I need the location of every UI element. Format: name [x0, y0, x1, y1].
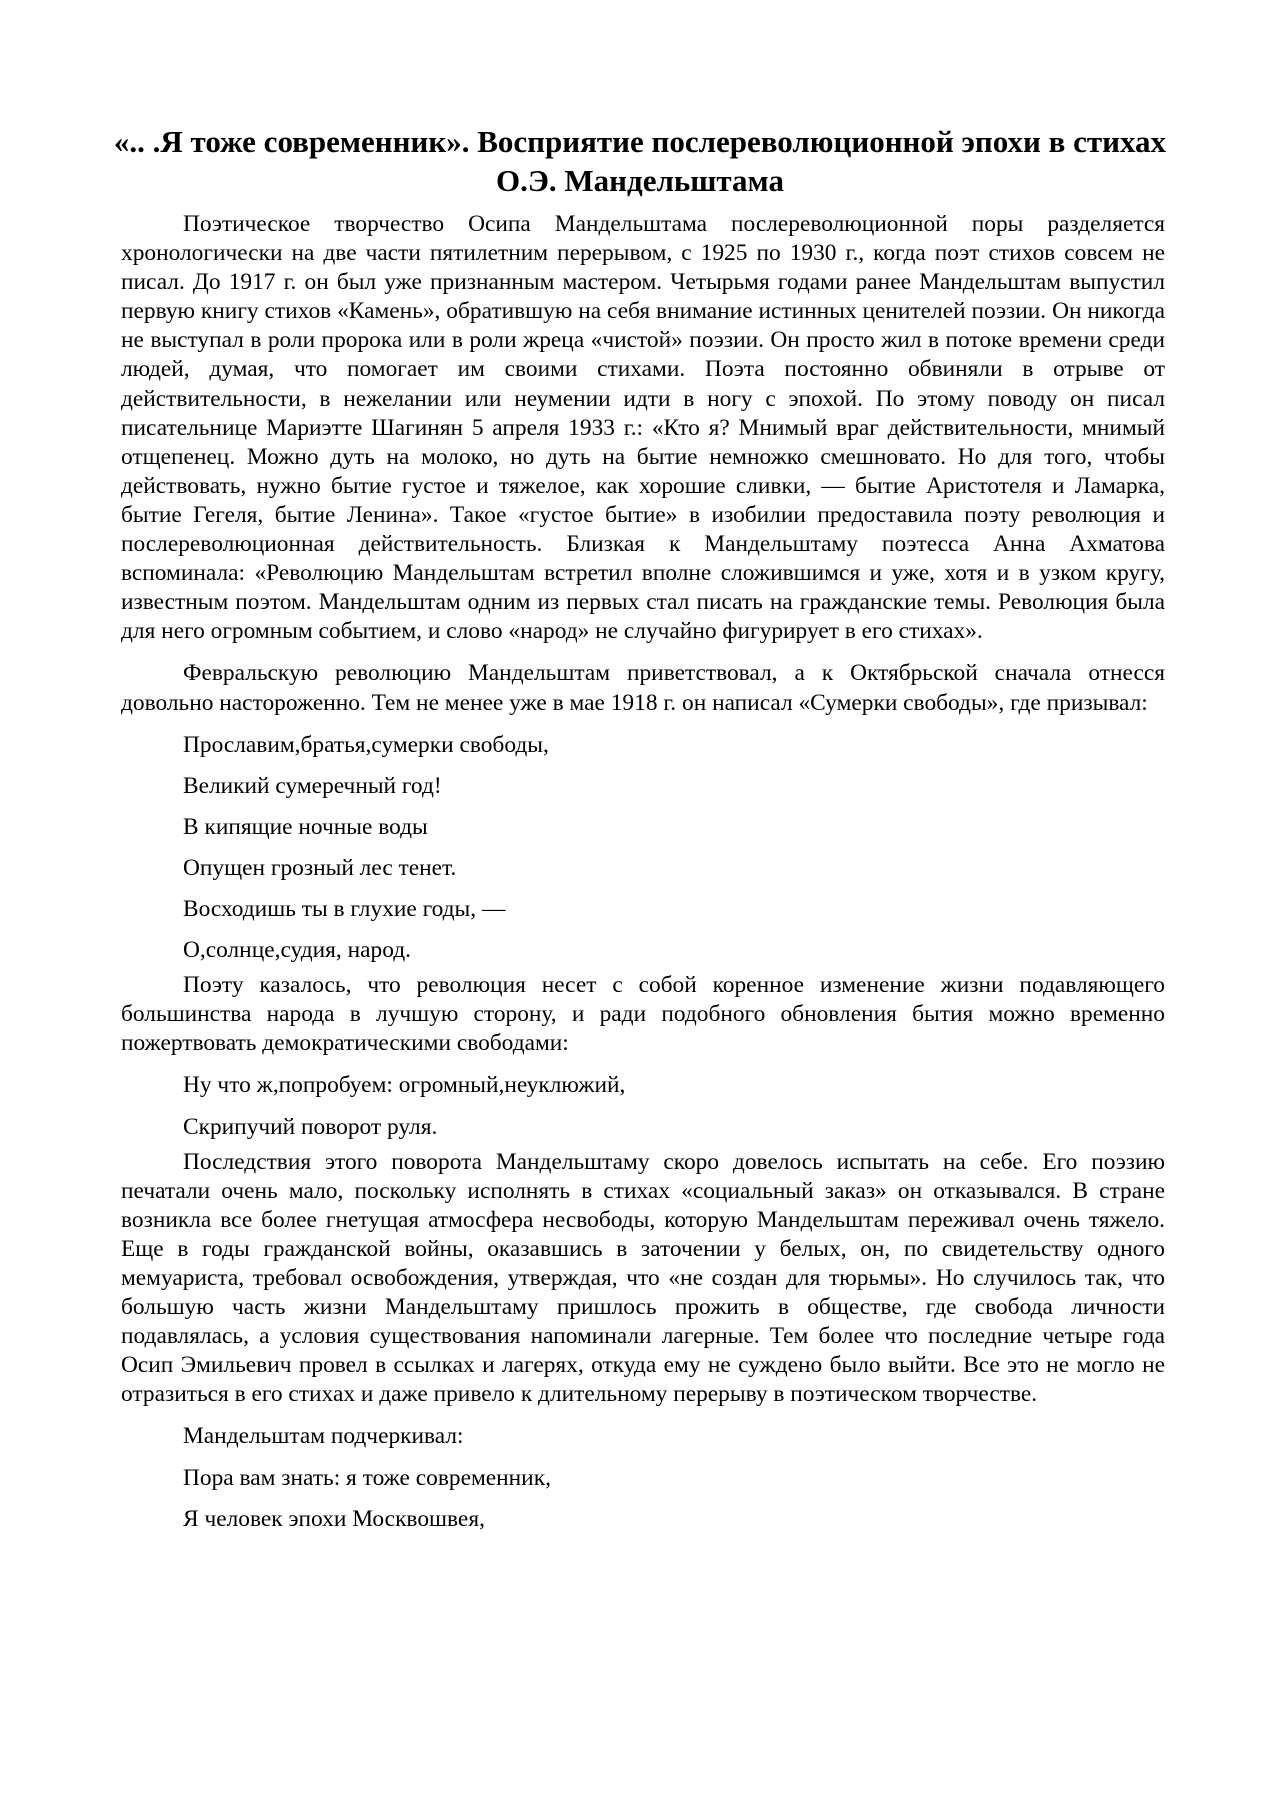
paragraph: Поэту казалось, что революция несет с собой коренное изменение жизни подавляющего большинства народа в лучшую сторону, и ради подобного обновления бытия можно временно пожертвовать демократическими свободами:: [121, 972, 1165, 1057]
verse-line: Опущен грозный лес тенет.: [183, 854, 457, 881]
paragraph: Поэтическое творчество Осипа Мандельштама послереволюционной поры разделяется хронологически на две части пятилетним перерывом, с 1925 по 1930 г., когда поэт стихов совсем не писал. До 1917 г. он был уже признанным мастером. Четырьмя годами ранее Мандельштам выпустил первую книгу стихов «Камень», обратившую на себя внимание истинных ценителей поэзии. Он никогда не выступал в роли пророка или в роли жреца «чистой» поэзии. Он просто жил в потоке времени среди людей, думая, что помогает им своими стихами. Поэта постоянно обвиняли в отрыве от действительности, в нежелании или неумении идти в ногу с эпохой. По этому поводу он писал писательнице Мариэтте Шагинян 5 апреля 1933 г.: «Кто я? Мнимый враг действительности, мнимый отщепенец. Можно дуть на молоко, но дуть на бытие немножко смешновато. Но для того, чтобы действовать, нужно бытие густое и тяжелое, как хорошие сливки, — бытие Аристотеля и Ламарка, бытие Гегеля, бытие Ленина». Такое «густое бытие» в изобилии предоставила поэту революция и послереволюционная действительность. Близкая к Мандельштаму поэтесса Анна Ахматова вспоминала: «Революцию Мандельштам встретил вполне сложившимся и уже, хотя и в узком кругу, известным поэтом. Мандельштам одним из первых стал писать на гражданские темы. Революция была для него огромным событием, и слово «народ» не случайно фигурирует в его стихах».: [121, 211, 1165, 645]
paragraph: Февральскую революцию Мандельштам приветствовал, а к Октябрьской сначала отнесся довольно настороженно. Тем не менее уже в мае 1918 г. он написал «Сумерки свободы», где призывал:: [121, 660, 1165, 716]
verse-line: Великий сумеречный год!: [183, 772, 442, 799]
verse-line: Я человек эпохи Москвошвея,: [183, 1505, 485, 1532]
verse-line: Прославим,братья,сумерки свободы,: [183, 731, 549, 758]
paragraph: Последствия этого поворота Мандельштаму скоро довелось испытать на себе. Его поэзию печатали очень мало, поскольку исполнять в стихах «социальный заказ» он отказывался. В стране возникла все более гнетущая атмосфера несвободы, которую Мандельштам переживал очень тяжело. Еще в годы гражданской войны, оказавшись в заточении у белых, он, по свидетельству одного мемуариста, требовал освобождения, утверждая, что «не создан для тюрьмы». Но случилось так, что большую часть жизни Мандельштаму пришлось прожить в обществе, где свобода личности подавлялась, а условия существования напоминали лагерные. Тем более что последние четыре года Осип Эмильевич провел в ссылках и лагерях, откуда ему не суждено было выйти. Все это не могло не отразиться в его стихах и даже привело к длительному перерыву в поэтическом творчестве.: [121, 1148, 1165, 1408]
document-title: «.. .Я тоже современник». Восприятие послереволюционной эпохи в стихах О.Э. Мандельштама: [113, 124, 1167, 198]
verse-line: Скрипучий поворот руля.: [183, 1113, 438, 1140]
document-body: [121, 210, 1165, 1534]
verse-line: Ну что ж,попробуем: огромный,неуклюжий,: [183, 1072, 626, 1099]
verse-line: О,солнце,судия, народ.: [183, 937, 411, 964]
verse-line: В кипящие ночные воды: [183, 813, 428, 840]
verse-line: Восходишь ты в глухие годы, —: [183, 895, 506, 922]
verse-line: Пора вам знать: я тоже современник,: [183, 1464, 551, 1491]
lead-in-line: Мандельштам подчеркивал:: [183, 1423, 464, 1450]
